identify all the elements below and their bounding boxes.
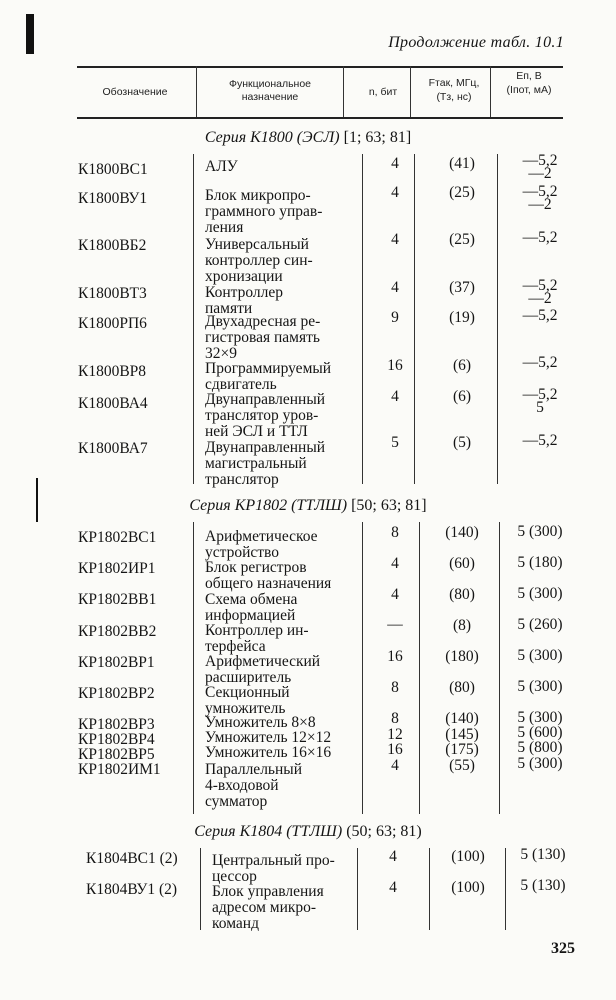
row-n: 16 xyxy=(387,357,403,374)
row-code: КР1802ВВ1 xyxy=(78,591,157,608)
row-func: Двунаправленный магистральный транслятор xyxy=(205,439,326,489)
row-f: (80) xyxy=(449,586,475,603)
row-code: КР1802ВР5 xyxy=(78,746,155,763)
header-e-1: Eп, В xyxy=(516,70,542,82)
col-sep xyxy=(193,154,194,484)
row-n: 4 xyxy=(391,231,399,248)
row-func: Двухадресная ре- гистровая память 32×9 xyxy=(205,313,321,363)
row-code: КР1802ИМ1 xyxy=(78,761,161,778)
row-f: (55) xyxy=(449,757,475,774)
row-e: 5 (300) xyxy=(517,523,563,540)
row-e: 5 (300) xyxy=(517,755,563,772)
row-n: 16 xyxy=(387,648,403,665)
row-n: 4 xyxy=(391,155,399,172)
row-e: —5,2 xyxy=(522,307,558,324)
header-n: n, бит xyxy=(368,86,398,98)
row-f: (25) xyxy=(449,184,475,201)
table-caption: Продолжение табл. 10.1 xyxy=(388,34,564,51)
row-f: (6) xyxy=(452,357,472,374)
row-n: 4 xyxy=(391,757,399,774)
row-f: (100) xyxy=(451,879,485,896)
row-e: 5 (300) xyxy=(517,647,563,664)
row-func: Блок управления адресом микро- команд xyxy=(212,883,324,933)
row-func: Блок микропро- граммного управ- ления xyxy=(205,187,323,237)
row-func: Умножитель 8×8 xyxy=(205,714,316,731)
row-code: КР1802ВВ2 xyxy=(78,623,157,640)
row-f: (19) xyxy=(449,309,475,326)
row-n: 4 xyxy=(389,879,397,896)
row-n: 4 xyxy=(391,279,399,296)
row-f: (80) xyxy=(449,679,475,696)
row-func: Блок регистров общего назначения xyxy=(205,559,332,593)
row-f: (145) xyxy=(445,726,479,743)
row-e: —5,2 xyxy=(522,354,558,371)
header-e-2: (Iпот, мА) xyxy=(506,84,552,96)
row-e: 5 (300) xyxy=(517,585,563,602)
row-n: 4 xyxy=(389,848,397,865)
row-func: Параллельный 4-входовой сумматор xyxy=(205,761,302,811)
series-name: Серия КР1802 (ТТЛШ) xyxy=(189,497,348,514)
row-code: К1800ВР8 xyxy=(78,363,147,380)
row-f: (6) xyxy=(452,388,472,405)
row-func: Умножитель 12×12 xyxy=(205,729,332,746)
col-sep xyxy=(419,522,420,814)
header-func: Функциональное назначение xyxy=(228,78,312,103)
row-e: 5 (600) xyxy=(517,724,563,741)
header-f-2: (Tз, нс) xyxy=(436,91,472,103)
series-name: Серия К1804 (ТТЛШ) xyxy=(194,823,343,840)
row-code: КР1802ВС1 xyxy=(78,529,157,546)
series-refs: (50; 63; 81) xyxy=(346,823,422,840)
col-sep xyxy=(200,848,201,930)
row-func: Контроллер памяти xyxy=(205,284,283,318)
header-f-1: Fтак, МГц, xyxy=(428,77,480,89)
row-code: К1800ВС1 xyxy=(78,161,148,178)
row-n: 4 xyxy=(391,388,399,405)
row-code: КР1802ВР2 xyxy=(78,685,155,702)
row-e: —5,2 —2 xyxy=(522,152,558,182)
row-e: —5,2 —2 xyxy=(522,277,558,307)
row-code: КР1802ИР1 xyxy=(78,560,156,577)
row-func: Схема обмена информацией xyxy=(205,591,298,625)
row-n: — xyxy=(387,616,403,633)
series-refs: [50; 63; 81] xyxy=(351,497,427,514)
header-sep-4 xyxy=(490,66,491,117)
row-func: Контроллер ин- терфейса xyxy=(205,622,309,656)
row-f: (60) xyxy=(449,555,475,572)
row-e: —5,2 xyxy=(522,432,558,449)
header-sep-1 xyxy=(196,66,197,117)
row-f: (25) xyxy=(449,231,475,248)
row-f: (140) xyxy=(445,710,479,727)
row-n: 4 xyxy=(391,586,399,603)
header-sep-3 xyxy=(410,66,411,117)
row-e: 5 (130) xyxy=(520,877,566,894)
row-func: Программируемый сдвигатель xyxy=(205,360,332,394)
row-func: Арифметический расширитель xyxy=(205,653,321,687)
header-sep-2 xyxy=(343,66,344,117)
row-code: КР1802ВР1 xyxy=(78,654,155,671)
series-title-k1804 xyxy=(0,823,616,841)
row-func: Двунаправленный транслятор уров- ней ЭСЛ и ТТЛ xyxy=(205,391,326,441)
row-n: 4 xyxy=(391,184,399,201)
row-f: (175) xyxy=(445,741,479,758)
row-code: К1804ВС1 (2) xyxy=(86,850,178,867)
series-name: Серия К1800 (ЭСЛ) xyxy=(204,129,340,146)
header-bottom-rule xyxy=(77,117,563,119)
series-title-k1800 xyxy=(0,129,616,147)
row-func: Центральный про- цессор xyxy=(212,852,335,886)
row-func: Универсальный контроллер син- хронизации xyxy=(205,236,313,286)
row-n: 5 xyxy=(391,434,399,451)
row-e: 5 (800) xyxy=(517,739,563,756)
row-code: К1800ВУ1 xyxy=(78,190,148,207)
row-code: К1800ВБ2 xyxy=(78,237,147,254)
row-e: 5 (300) xyxy=(517,709,563,726)
row-code: К1800РП6 xyxy=(78,315,147,332)
row-f: (37) xyxy=(449,279,475,296)
row-func: Секционный умножитель xyxy=(205,684,290,718)
page-number: 325 xyxy=(551,940,575,957)
row-code: КР1802ВР4 xyxy=(78,731,155,748)
row-e: 5 (130) xyxy=(520,846,566,863)
row-code: К1804ВУ1 (2) xyxy=(86,881,178,898)
row-n: 4 xyxy=(391,555,399,572)
series-title-kr1802 xyxy=(0,497,616,515)
row-e: 5 (260) xyxy=(517,616,563,633)
row-f: (140) xyxy=(445,524,479,541)
row-code: КР1802ВР3 xyxy=(78,716,155,733)
row-f: (5) xyxy=(452,434,472,451)
row-code: К1800ВА7 xyxy=(78,440,148,457)
row-code: К1800ВТ3 xyxy=(78,285,147,302)
series-refs: [1; 63; 81] xyxy=(343,129,412,146)
row-e: —5,2 5 xyxy=(522,386,558,416)
row-n: 8 xyxy=(391,524,399,541)
row-n: 8 xyxy=(391,710,399,727)
col-sep xyxy=(357,848,358,930)
row-code: К1800ВА4 xyxy=(78,395,148,412)
col-sep xyxy=(429,848,430,930)
row-func: АЛУ xyxy=(205,158,238,175)
row-e: —5,2 xyxy=(522,229,558,246)
row-func: Умножитель 16×16 xyxy=(205,744,332,761)
col-sep xyxy=(497,154,498,484)
row-f: (100) xyxy=(451,848,485,865)
row-n: 8 xyxy=(391,679,399,696)
row-e: —5,2 —2 xyxy=(522,183,558,213)
row-n: 9 xyxy=(391,309,399,326)
margin-mark-top xyxy=(26,14,34,54)
header-code: Обозначение xyxy=(102,86,168,98)
row-e: 5 (300) xyxy=(517,678,563,695)
row-f: (8) xyxy=(452,617,472,634)
row-e: 5 (180) xyxy=(517,554,563,571)
row-f: (180) xyxy=(445,648,479,665)
row-f: (41) xyxy=(449,155,475,172)
row-n: 16 xyxy=(387,741,403,758)
col-sep xyxy=(362,154,363,484)
row-n: 12 xyxy=(387,726,403,743)
col-sep xyxy=(193,522,194,814)
col-sep xyxy=(362,522,363,814)
row-func: Арифметическое устройство xyxy=(205,528,318,562)
col-sep xyxy=(414,154,415,484)
